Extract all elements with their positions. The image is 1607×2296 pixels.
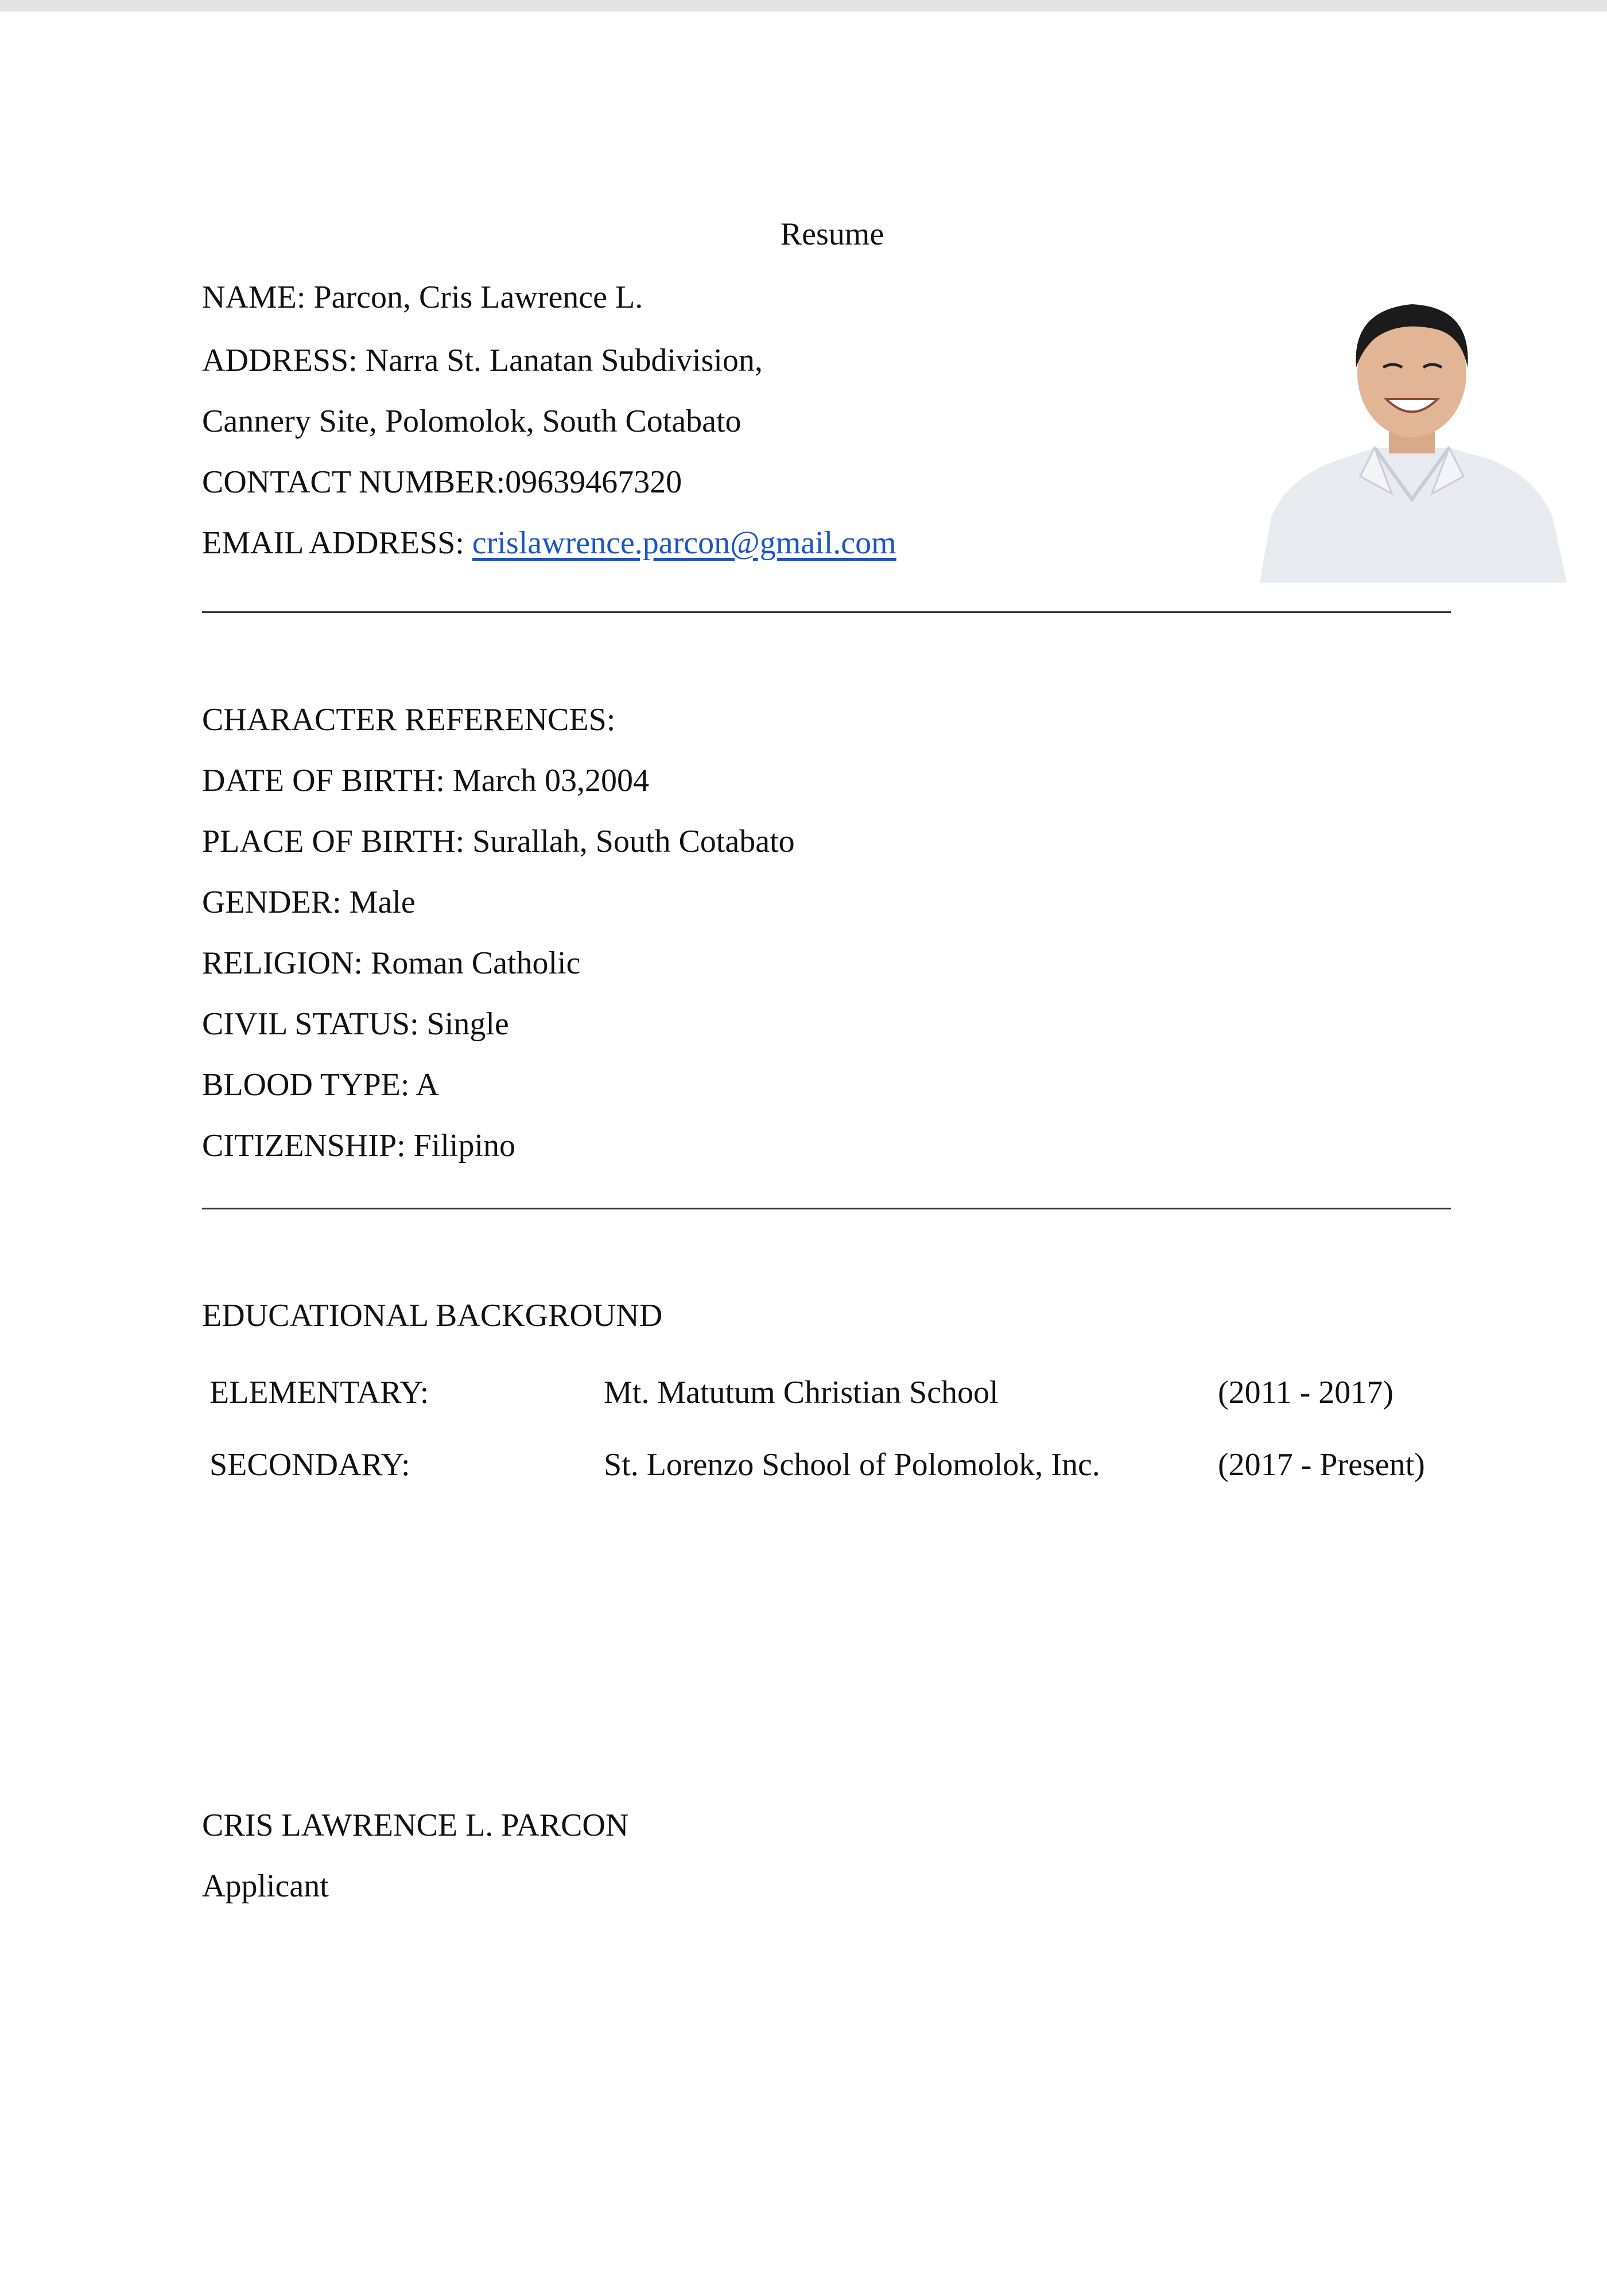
applicant-photo	[1260, 287, 1567, 583]
character-references-heading: CHARACTER REFERENCES:	[202, 702, 616, 738]
signature-name: CRIS LAWRENCE L. PARCON	[202, 1808, 629, 1843]
address-line-2: Cannery Site, Polomolok, South Cotabato	[202, 404, 742, 439]
date-of-birth: DATE OF BIRTH: March 03,2004	[202, 763, 650, 798]
divider-2	[202, 1208, 1451, 1209]
gender: GENDER: Male	[202, 885, 416, 920]
civil-status: CIVIL STATUS: Single	[202, 1006, 509, 1042]
divider-1	[202, 611, 1451, 613]
email-label: EMAIL ADDRESS:	[202, 525, 472, 561]
blood-type: BLOOD TYPE: A	[202, 1067, 439, 1103]
email-link[interactable]: crislawrence.parcon@gmail.com	[472, 525, 896, 561]
signature-role: Applicant	[202, 1868, 329, 1904]
page-title: Resume	[780, 216, 884, 252]
education-heading: EDUCATIONAL BACKGROUND	[202, 1298, 663, 1333]
name-line: NAME: Parcon, Cris Lawrence L.	[202, 280, 643, 315]
education-level-secondary: SECONDARY:	[209, 1447, 410, 1483]
education-years-secondary: (2017 - Present)	[1218, 1447, 1425, 1483]
religion: RELIGION: Roman Catholic	[202, 945, 581, 981]
place-of-birth: PLACE OF BIRTH: Surallah, South Cotabato	[202, 824, 795, 859]
contact-number: CONTACT NUMBER:09639467320	[202, 464, 682, 500]
education-school-secondary: St. Lorenzo School of Polomolok, Inc.	[604, 1447, 1100, 1483]
email-line	[202, 527, 896, 559]
citizenship: CITIZENSHIP: Filipino	[202, 1128, 516, 1163]
education-school-elementary: Mt. Matutum Christian School	[604, 1375, 999, 1410]
address-line-1: ADDRESS: Narra St. Lanatan Subdivision,	[202, 343, 763, 378]
education-level-elementary: ELEMENTARY:	[209, 1375, 429, 1410]
education-years-elementary: (2011 - 2017)	[1218, 1375, 1393, 1410]
top-bar	[0, 0, 1607, 11]
